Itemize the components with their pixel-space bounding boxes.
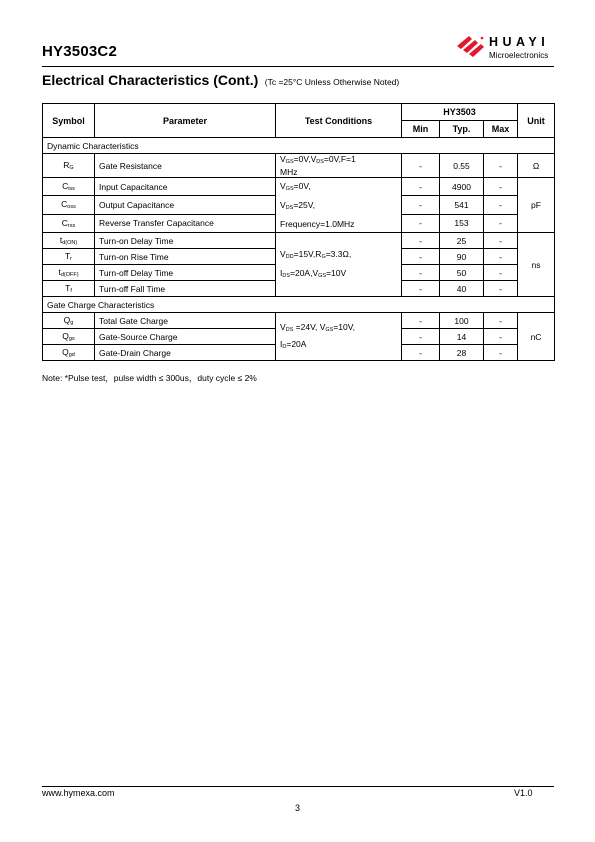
footer-version: V1.0	[514, 788, 533, 798]
header-unit: Unit	[518, 104, 555, 138]
section-row-gate-charge	[43, 297, 555, 313]
min-cell: -	[402, 249, 440, 265]
min-cell: -	[402, 281, 440, 297]
part-number: HY3503C2	[42, 43, 117, 60]
footnote: Note: *Pulse test，pulse width ≤ 300us，duty cycle ≤ 2%	[42, 373, 257, 383]
parameter-cell: Gate-Drain Charge	[95, 345, 276, 361]
company-logo	[455, 34, 557, 64]
parameter-cell: Turn-on Rise Time	[95, 249, 276, 265]
min-cell: -	[402, 196, 440, 214]
typ-cell: 153	[440, 214, 484, 232]
footer-divider	[42, 786, 554, 787]
header-min: Min	[402, 121, 440, 138]
unit-cell: nC	[518, 313, 555, 361]
typ-cell: 0.55	[440, 154, 484, 178]
parameter-cell: Turn-off Delay Time	[95, 265, 276, 281]
min-cell: -	[402, 214, 440, 232]
min-cell: -	[402, 233, 440, 249]
header-parameter: Parameter	[95, 104, 276, 138]
max-cell: -	[484, 313, 518, 329]
symbol-cell: $C_{iss}$	[43, 178, 95, 196]
symbol-cell: $C_{rss}$	[43, 214, 95, 232]
typ-cell: 14	[440, 329, 484, 345]
typ-cell: 90	[440, 249, 484, 265]
parameter-cell: Reverse Transfer Capacitance	[95, 214, 276, 232]
table-row	[43, 233, 555, 249]
typ-cell: 4900	[440, 178, 484, 196]
symbol-cell: $t_{d(OFF)}$	[43, 265, 95, 281]
table-header-row	[43, 104, 555, 121]
symbol-cell: $T_f$	[43, 281, 95, 297]
parameter-cell: Turn-off Fall Time	[95, 281, 276, 297]
page-number: 3	[294, 803, 300, 813]
test-condition-cell: $V_{DD}=15V,R_G=3.3\Omega$, $I_{DS}=20A,V_{GS}=10V$	[276, 233, 402, 297]
symbol-cell: $T_r$	[43, 249, 95, 265]
max-cell: -	[484, 249, 518, 265]
symbol-cell: $Q_{gs}$	[43, 329, 95, 345]
max-cell: -	[484, 233, 518, 249]
electrical-characteristics-table	[42, 103, 555, 361]
typ-cell: 40	[440, 281, 484, 297]
max-cell: -	[484, 154, 518, 178]
unit-cell: ns	[518, 233, 555, 297]
max-cell: -	[484, 345, 518, 361]
max-cell: -	[484, 329, 518, 345]
min-cell: -	[402, 154, 440, 178]
section-row-dynamic	[43, 138, 555, 154]
header-max: Max	[484, 121, 518, 138]
max-cell: -	[484, 281, 518, 297]
section-conditions: (Tc =25°C Unless Otherwise Noted)	[264, 77, 400, 87]
symbol-cell: $R_G$	[43, 154, 95, 178]
parameter-cell: Input Capacitance	[95, 178, 276, 196]
table-row	[43, 178, 555, 196]
parameter-cell: Gate-Source Charge	[95, 329, 276, 345]
max-cell: -	[484, 214, 518, 232]
gate-charge-title: Gate Charge Characteristics	[43, 297, 555, 313]
typ-cell: 25	[440, 233, 484, 249]
section-title	[42, 72, 399, 90]
symbol-cell: $Q_{gd}$	[43, 345, 95, 361]
huayi-logo-mark-icon	[455, 34, 487, 62]
parameter-cell: Output Capacitance	[95, 196, 276, 214]
max-cell: -	[484, 265, 518, 281]
symbol-cell: $t_{d(ON)}$	[43, 233, 95, 249]
parameter-cell: Turn-on Delay Time	[95, 233, 276, 249]
header-typ: Typ.	[440, 121, 484, 138]
table-row	[43, 313, 555, 329]
min-cell: -	[402, 345, 440, 361]
max-cell: -	[484, 178, 518, 196]
parameter-cell: Gate Resistance	[95, 154, 276, 178]
max-cell: -	[484, 196, 518, 214]
min-cell: -	[402, 178, 440, 196]
test-condition-cell: $V_{GS}=0V$, $V_{DS}=25V$, Frequency=1.0MHz	[276, 178, 402, 233]
unit-cell: pF	[518, 178, 555, 233]
brand-name: HUAYI	[489, 35, 550, 49]
dynamic-title: Dynamic Characteristics	[43, 138, 555, 154]
header-symbol: Symbol	[43, 104, 95, 138]
parameter-cell: Total Gate Charge	[95, 313, 276, 329]
typ-cell: 28	[440, 345, 484, 361]
min-cell: -	[402, 313, 440, 329]
test-condition-cell: $V_{DS} =24V$, $V_{GS}=10V$, $I_D=20A$	[276, 313, 402, 361]
header-test-conditions: Test Conditions	[276, 104, 402, 138]
unit-cell: Ω	[518, 154, 555, 178]
typ-cell: 541	[440, 196, 484, 214]
min-cell: -	[402, 265, 440, 281]
min-cell: -	[402, 329, 440, 345]
footer-url: www.hymexa.com	[42, 788, 115, 798]
symbol-cell: $Q_g$	[43, 313, 95, 329]
test-condition-cell: $V_{GS}=0V,V_{DS}=0V,F=1$ MHz	[276, 154, 402, 178]
typ-cell: 50	[440, 265, 484, 281]
header-part: HY3503	[402, 104, 518, 121]
brand-subtitle: Microelectronics	[489, 51, 549, 60]
header-divider	[42, 66, 554, 67]
symbol-cell: $C_{oss}$	[43, 196, 95, 214]
section-title-text: Electrical Characteristics (Cont.)	[42, 72, 259, 88]
table-row	[43, 154, 555, 178]
typ-cell: 100	[440, 313, 484, 329]
